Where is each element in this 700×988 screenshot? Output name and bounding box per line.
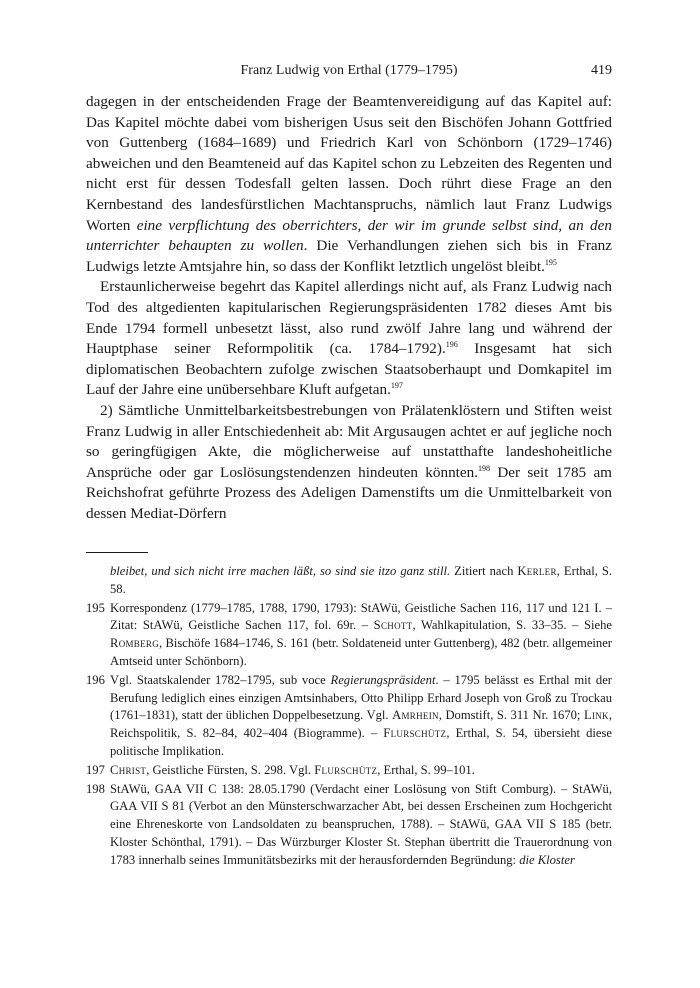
footnote-continuation (86, 563, 612, 599)
author-name: Romberg (110, 636, 160, 651)
author-name: Christ (110, 762, 147, 777)
footnote-text: Zitiert nach (450, 564, 518, 578)
main-text (86, 92, 612, 524)
paragraph-text: . Die Verhandlungen ziehen sich bis in Franz Ludwigs letzte Amtsjahre hin, so dass der Konflikt letztlich ungelöst bleibt. (86, 237, 612, 275)
paragraph-1 (86, 92, 612, 277)
footnote-text: , Erthal, S. 58. (110, 564, 612, 596)
author-name: Link (583, 708, 609, 723)
footnote-197 (86, 762, 612, 780)
footnote-italic: Regierungspräsident (330, 672, 436, 687)
footnote-195 (86, 600, 612, 671)
paragraph-text: 2) Sämtliche Unmittelbarkeitsbestrebungen von Prälatenklöstern und Stiften weist Franz Ludwig in aller Entschiedenheit ab: Mit Argusaugen achtet er auf jegliche noch so geringfügigen Akte, die möglicherweise auf unstatthafte landeshoheitliche Ansprüche oder gar Loslösungstendenzen hindeuten könnten. (86, 401, 612, 481)
paragraph-2 (86, 277, 612, 401)
footnote-text: , Geistliche Fürsten, S. 298. Vgl. (146, 762, 315, 777)
footnote-text: , Erthal, S. 99–101. (377, 762, 475, 777)
footnote-number: 196 (86, 672, 105, 687)
footnote-198 (86, 781, 612, 870)
footnote-196 (86, 672, 612, 761)
author-name: Flurschütz (314, 762, 378, 777)
paragraph-text: Erstaunlicherweise begehrt das Kapitel allerdings nicht auf, als Franz Ludwig nach Tod des altgedienten kapitularischen Regierungspräsidenten 1782 dieses Amt bis Ende 1794 formell unbesetzt lässt, also rund zwölf Jahre lang und während der Hauptphase seiner Reformpolitik (ca. 1784–1792). (86, 278, 612, 358)
footnote-ref-197: 197 (390, 381, 403, 391)
footnote-number: 198 (86, 781, 105, 796)
footnote-ref-195: 195 (544, 257, 557, 267)
paragraph-3 (86, 401, 612, 525)
footnote-text: , Bischöfe 1684–1746, S. 161 (betr. Soldateneid unter Guttenberg), 482 (betr. allgemeiner Amtseid unter Schönborn). (110, 636, 612, 668)
author-name: Kerler (517, 564, 557, 578)
footnote-text: Korrespondenz (1779–1785, 1788, 1790, 1793): StAWü, Geistliche Sachen 116, 117 und 121 I. – Zitat: StAWü, Geistliche Sachen 117, fol. 69r. – (110, 600, 612, 633)
footnote-text: , Erthal, S. 54, übersieht diese politische Implikation. (110, 726, 612, 758)
page-number: 419 (591, 63, 612, 78)
footnote-text: , Domstift, S. 311 Nr. 1670; (438, 708, 584, 723)
author-name: Amrhein (392, 708, 439, 723)
footnote-text: , Wahlkapitulation, S. 33–35. – Siehe (412, 618, 613, 633)
author-name: Schott (373, 618, 413, 633)
paragraph-text: Der seit 1785 am Reichshofrat geführte Prozess des Adeligen Damenstifts um die Unmittelbarkeit von dessen Mediat-Dörfern (86, 463, 612, 522)
footnote-italic: die Kloster (519, 852, 575, 867)
paragraph-text: dagegen in der entscheidenden Frage der Beamtenvereidigung auf das Kapitel auf: Das Kapitel möchte dabei vom bisherigen Usus seit den Bischöfen Johann Gottfried von Guttenberg (1684–1689) und Friedrich Karl von Schönborn (1729–1746) abweichen und den Beamteneid auf das Kapitel schon zu Lebzeiten des Regenten und nicht erst für dessen Todesfall gelten lassen. Doch rührt diese Frage an den Kernbestand des landesfürstlichen Machtanspruchs, nämlich laut Franz Ludwigs Worten (86, 93, 612, 234)
footnote-text: . – 1795 belässt es Erthal mit der Berufung lediglich eines einzigen Amtsinhabers, Otto Philipp Erhard Joseph von Groß zu Trockau (1761–1831), statt der üblichen Doppelbesetzung. Vgl. (110, 672, 612, 723)
author-name: Flurschütz (383, 726, 447, 741)
footnote-number: 197 (86, 762, 105, 777)
footnote-ref-196: 196 (445, 340, 458, 350)
footnote-ref-198: 198 (478, 463, 491, 473)
paragraph-text: Insgesamt hat sich diplomatischen Beobachtern zufolge zwischen Staatsoberhaupt und Domkapitel im Lauf der Jahre eine unübersehbare Kluft aufgetan. (86, 340, 612, 399)
footnote-number: 195 (86, 600, 105, 615)
footnote-quotation: bleibet, und sich nicht irre machen läßt, so sind sie itzo ganz still. (110, 564, 451, 578)
footnote-text: , Reichspolitik, S. 82–84, 402–404 (Biogramme). – (110, 708, 612, 741)
footnote-text: Vgl. Staatskalender 1782–1795, sub voce (110, 672, 331, 687)
footnotes (86, 563, 612, 871)
quotation: eine verpflichtung des oberrichters, der wir im grunde selbst sind, an den unterrichter behaupten zu wollen (86, 216, 612, 255)
running-title: Franz Ludwig von Erthal (1779–1795) (240, 63, 458, 78)
footnote-separator (86, 552, 148, 553)
footnote-text: StAWü, GAA VII C 138: 28.05.1790 (Verdacht einer Loslösung von Stift Comburg). – StAWü, GAA VII S 81 (Verbot an den Münsterschwarzacher Abt, bei dessen Erscheinen zum Hochgericht eine Ehreneskorte von Landsoldaten zu beanspruchen, 1788). – StAWü, GAA VII S 185 (betr. Kloster Schönthal, 1791). – Das Würzburger Kloster St. Stephan übertritt die Trauerordnung von 1783 innerhalb seines Immunitätsbezirks mit der herausfordernden Begründung: (110, 781, 612, 867)
